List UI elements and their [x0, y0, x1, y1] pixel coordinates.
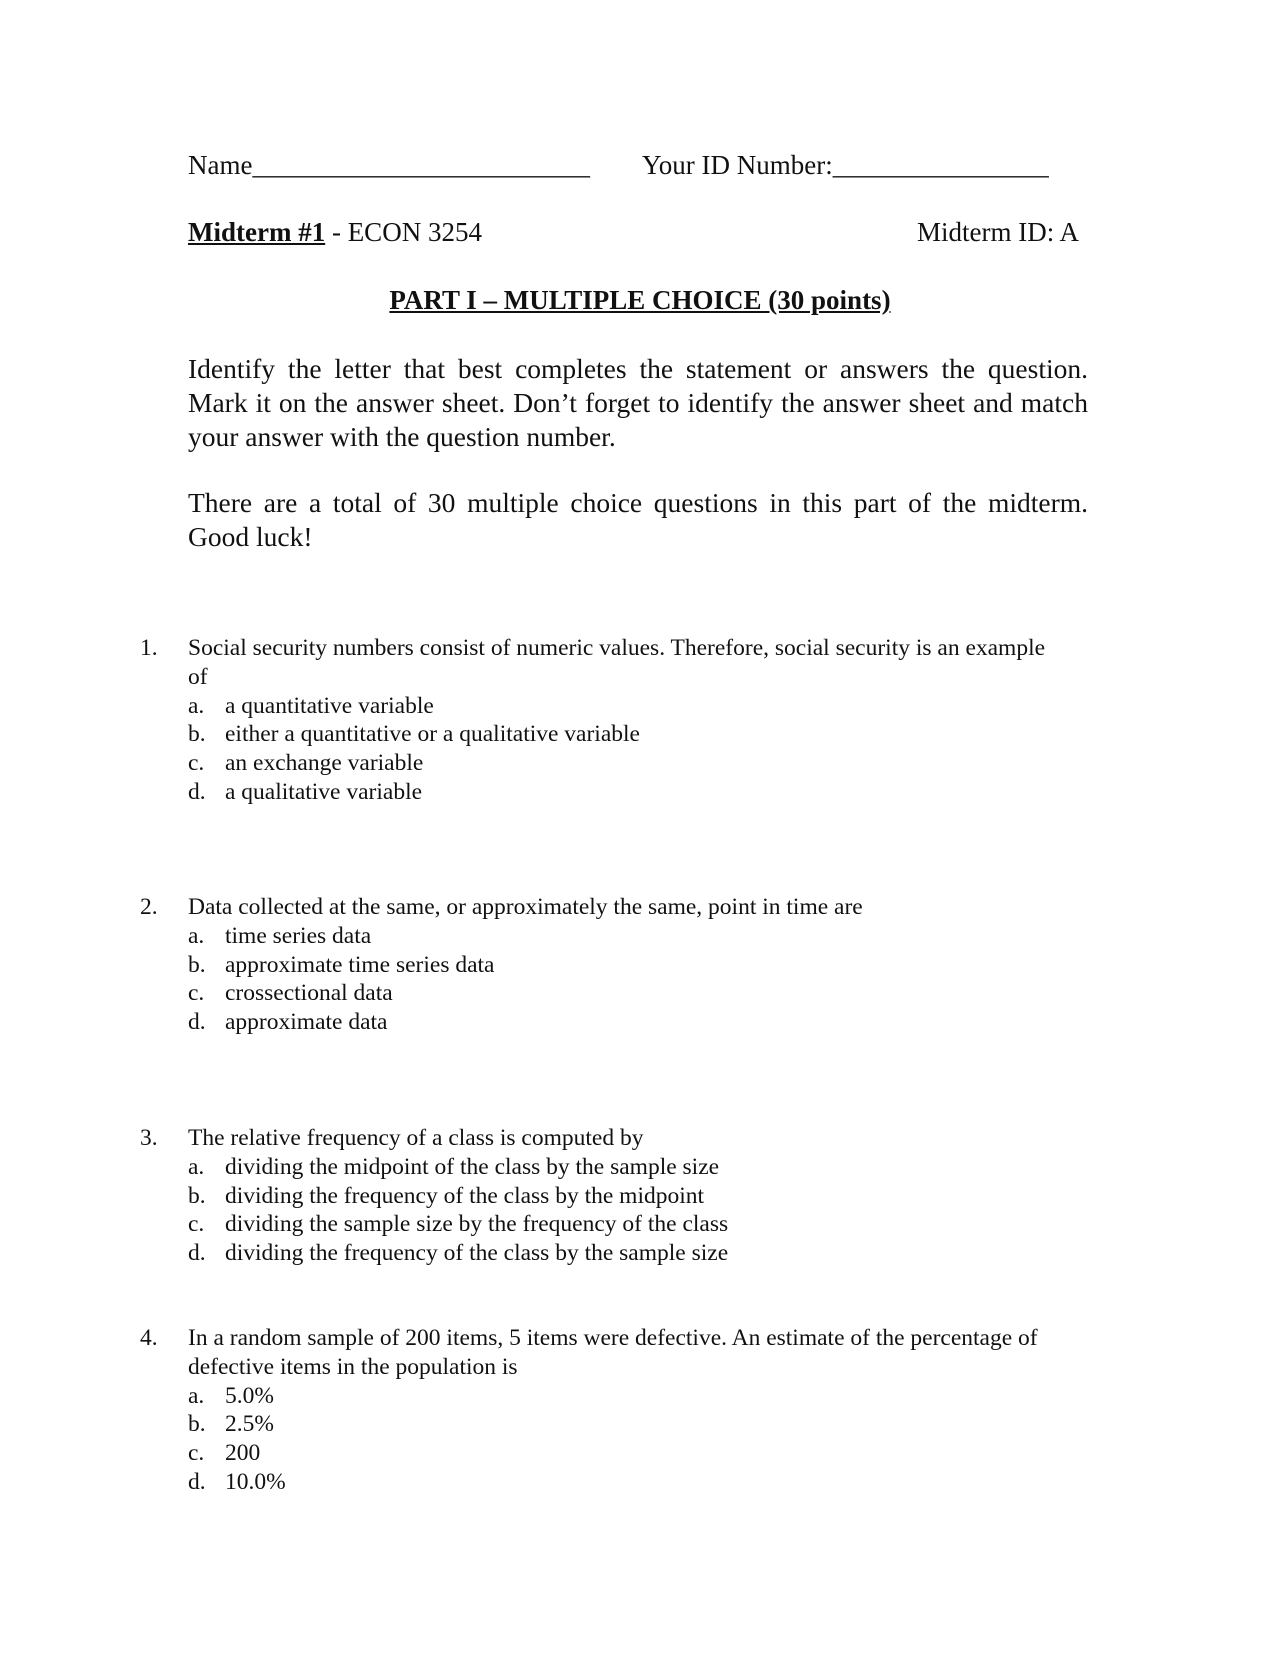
option-text: 2.5%	[225, 1411, 274, 1438]
option-text: either a quantitative or a qualitative variable	[225, 721, 640, 748]
option-text: a quantitative variable	[225, 692, 434, 719]
name-field	[188, 150, 590, 181]
option-d	[140, 1468, 1100, 1497]
option-letter: a.	[188, 1153, 205, 1180]
instructions-paragraph-1: Identify the letter that best completes the statement or answers the question. Mark it on the answer sheet. Don’t forget to identify the answer sheet and match your answer with the question number.	[188, 353, 1088, 452]
name-blank: _________________________	[252, 150, 590, 180]
id-number-label: Your ID Number:	[642, 150, 833, 180]
midterm-title: Midterm #1	[188, 217, 326, 247]
option-text: 10.0%	[225, 1468, 286, 1495]
option-letter: d.	[188, 1468, 206, 1495]
option-text: approximate time series data	[225, 951, 495, 978]
question-text: Social security numbers consist of numeric values. Therefore, social security is an example of	[188, 635, 1046, 690]
option-letter: c.	[188, 1211, 205, 1238]
option-letter: b.	[188, 721, 206, 748]
question-4	[140, 1324, 1100, 1497]
option-a	[140, 1153, 1100, 1182]
option-letter: c.	[188, 1440, 205, 1467]
option-b	[140, 1182, 1100, 1211]
course-code: - ECON 3254	[325, 217, 482, 247]
option-text: dividing the frequency of the class by the sample size	[225, 1240, 729, 1267]
option-letter: b.	[188, 1182, 206, 1209]
option-letter: c.	[188, 980, 205, 1007]
option-a	[140, 692, 1100, 721]
option-letter: b.	[188, 951, 206, 978]
question-text: In a random sample of 200 items, 5 items were defective. An estimate of the percentage of defective items in the population is	[188, 1325, 1038, 1380]
exam-title	[188, 217, 482, 248]
option-letter: a.	[188, 692, 205, 719]
option-text: an exchange variable	[225, 750, 424, 777]
question-2	[140, 893, 1100, 1037]
question-text: Data collected at the same, or approximately the same, point in time are	[188, 894, 863, 920]
midterm-id: Midterm ID: A	[917, 217, 1079, 247]
option-text: dividing the frequency of the class by the midpoint	[225, 1182, 705, 1209]
question-1	[140, 634, 1100, 807]
instructions-paragraph-2: There are a total of 30 multiple choice questions in this part of the midterm. Good luck!	[188, 487, 1088, 552]
part-heading: PART I – MULTIPLE CHOICE (30 points)	[389, 285, 891, 315]
question-number: 4.	[140, 1325, 158, 1351]
option-text: 5.0%	[225, 1382, 274, 1409]
id-number-blank: ________________	[832, 150, 1049, 180]
name-label: Name	[188, 150, 253, 180]
option-text: 200	[225, 1440, 261, 1467]
question-number: 3.	[140, 1125, 158, 1151]
option-letter: a.	[188, 922, 205, 949]
option-d	[140, 1008, 1100, 1037]
option-b	[140, 951, 1100, 980]
option-c	[140, 1210, 1100, 1239]
option-text: time series data	[225, 922, 372, 949]
option-b	[140, 1410, 1100, 1439]
question-text: The relative frequency of a class is computed by	[188, 1125, 644, 1151]
option-text: dividing the midpoint of the class by the sample size	[225, 1153, 720, 1180]
option-text: approximate data	[225, 1009, 388, 1036]
option-d	[140, 778, 1100, 807]
option-c	[140, 979, 1100, 1008]
option-text: a qualitative variable	[225, 778, 423, 805]
option-a	[140, 922, 1100, 951]
option-b	[140, 720, 1100, 749]
option-text: crossectional data	[225, 980, 393, 1007]
question-number: 1.	[140, 635, 158, 661]
option-c	[140, 749, 1100, 778]
option-d	[140, 1239, 1100, 1268]
option-letter: d.	[188, 1009, 206, 1036]
option-letter: d.	[188, 778, 206, 805]
option-letter: b.	[188, 1411, 206, 1438]
question-number: 2.	[140, 894, 158, 920]
option-letter: d.	[188, 1240, 206, 1267]
option-text: dividing the sample size by the frequency of the class	[225, 1211, 729, 1238]
option-c	[140, 1439, 1100, 1468]
option-letter: a.	[188, 1382, 205, 1409]
question-3	[140, 1124, 1100, 1268]
option-letter: c.	[188, 750, 205, 777]
option-a	[140, 1382, 1100, 1411]
id-number-field	[642, 150, 1049, 181]
